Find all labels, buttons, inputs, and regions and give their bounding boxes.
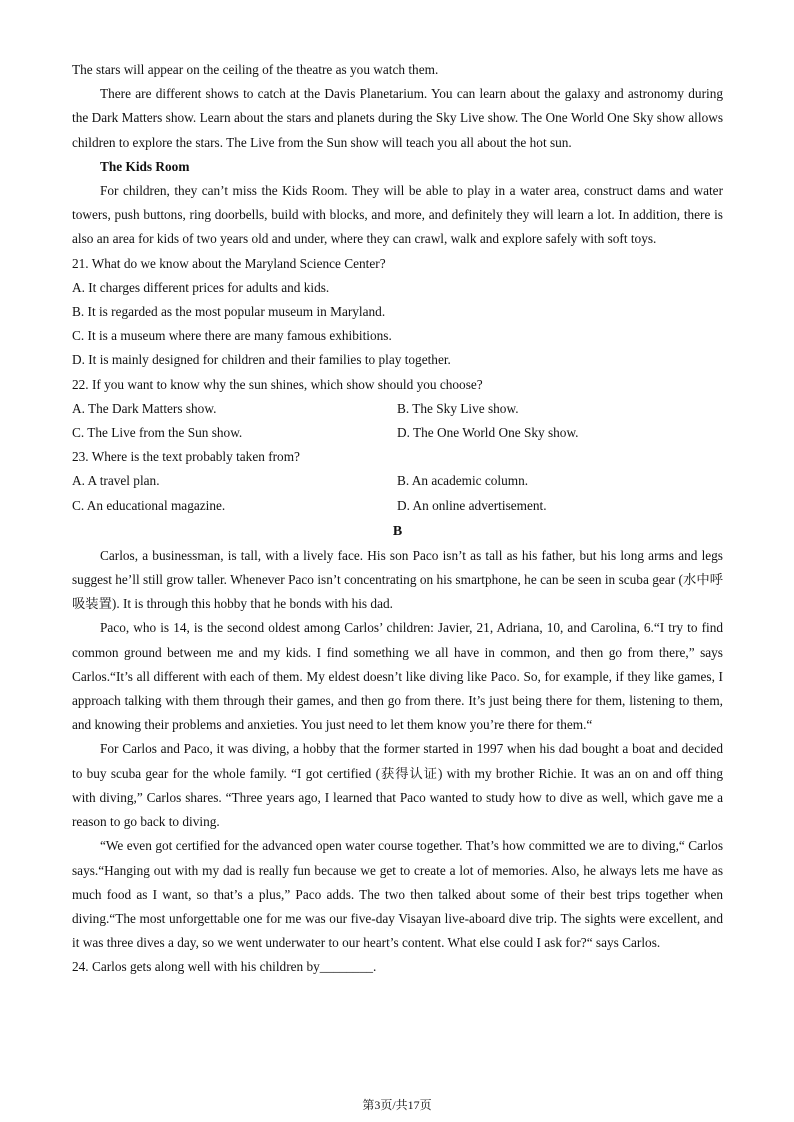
- option-b: B. It is regarded as the most popular museum in Maryland.: [72, 304, 386, 320]
- question-stem: 22. If you want to know why the sun shines, which show should you choose?: [72, 376, 483, 392]
- option-row: [72, 469, 723, 493]
- option-d: D. It is mainly designed for children and their families to play together.: [72, 352, 451, 368]
- option-row: [72, 421, 723, 445]
- section-label-b: B: [392, 523, 403, 539]
- option-c: C. An educational magazine.: [72, 497, 226, 513]
- question-24-stem: 24. Carlos gets along well with his children by________.: [72, 959, 377, 975]
- option-a: A. It charges different prices for adults and kids.: [72, 279, 330, 295]
- question-23: [72, 445, 723, 518]
- option-b: B. The Sky Live show.: [397, 400, 519, 416]
- question-21: [72, 252, 723, 373]
- paragraph-b1: Carlos, a businessman, is tall, with a lively face. His son Paco isn’t as tall as his father, but his long arms and legs suggest he’ll still grow taller. Whenever Paco isn’t concentrating on his smartphone, he can be seen in scuba gear (水中呼吸装置). It is through this hobby that he bonds with his dad.: [72, 547, 723, 612]
- question-22: [72, 373, 723, 446]
- option-b: B. An academic column.: [397, 473, 529, 489]
- section-heading-kids-room: The Kids Room: [100, 158, 190, 174]
- page-number-footer: 第3页/共17页: [362, 1098, 432, 1112]
- paragraph-shows: There are different shows to catch at the Davis Planetarium. You can learn about the galaxy and astronomy during the Dark Matters show. Learn about the stars and planets during the Sky Live show. The One World One Sky show allows children to explore the stars. The Live from the Sun show will teach you all about the hot sun.: [72, 86, 723, 150]
- option-a: A. A travel plan.: [72, 473, 160, 489]
- option-c: C. The Live from the Sun show.: [72, 425, 243, 441]
- option-d: D. The One World One Sky show.: [397, 425, 579, 441]
- passage-line: The stars will appear on the ceiling of the theatre as you watch them.: [72, 62, 439, 77]
- option-row: [72, 494, 723, 518]
- question-stem: 21. What do we know about the Maryland Science Center?: [72, 255, 386, 271]
- paragraph-b2: Paco, who is 14, is the second oldest among Carlos’ children: Javier, 21, Adriana, 10, and Carolina, 6.“I try to find common ground between me and my kids. I find something we all have in common, and then go from there,” says Carlos.“It’s all different with each of them. My eldest doesn’t like diving like Paco. So, for example, if they like games, I approach talking with them through their games, and then go from there. It’s just being there for them, listening to them, and knowing their problems and anxieties. You just need to let them know you’re there for them.“: [72, 620, 723, 733]
- option-row: [72, 397, 723, 421]
- paragraph-b3: For Carlos and Paco, it was diving, a hobby that the former started in 1997 when his dad bought a boat and decided to buy scuba gear for the whole family. “I got certified (获得认证) with my brother Richie. It was an on and off thing with diving,” Carlos shares. “Three years ago, I learned that Paco wanted to study how to dive as well, which gave me a reason to go back to diving.: [72, 741, 723, 830]
- question-stem: 23. Where is the text probably taken from?: [72, 449, 300, 465]
- paragraph-kids-room: For children, they can’t miss the Kids Room. They will be able to play in a water area, construct dams and water towers, push buttons, ring doorbells, build with blocks, and more, and definitely they will learn a lot. In addition, there is also an area for kids of two years old and under, where they can crawl, walk and explore safely with soft toys.: [72, 183, 723, 247]
- paragraph-b4: “We even got certified for the advanced open water course together. That’s how committed we are to diving,“ Carlos says.“Hanging out with my dad is really fun because we get to create a lot of memories. Also, he always lets me have as much food as I want, so that’s a plus,” Paco adds. The two then talked about some of their best trips together when diving.“The most unforgettable one for me was our five-day Visayan live-aboard dive trip. The sights were excellent, and it was three dives a day, so we went underwater to our heart’s content. What else could I ask for?“ says Carlos.: [72, 838, 723, 951]
- document-page: [72, 58, 723, 980]
- option-a: A. The Dark Matters show.: [72, 400, 217, 416]
- option-c: C. It is a museum where there are many famous exhibitions.: [72, 328, 392, 344]
- option-d: D. An online advertisement.: [397, 497, 547, 513]
